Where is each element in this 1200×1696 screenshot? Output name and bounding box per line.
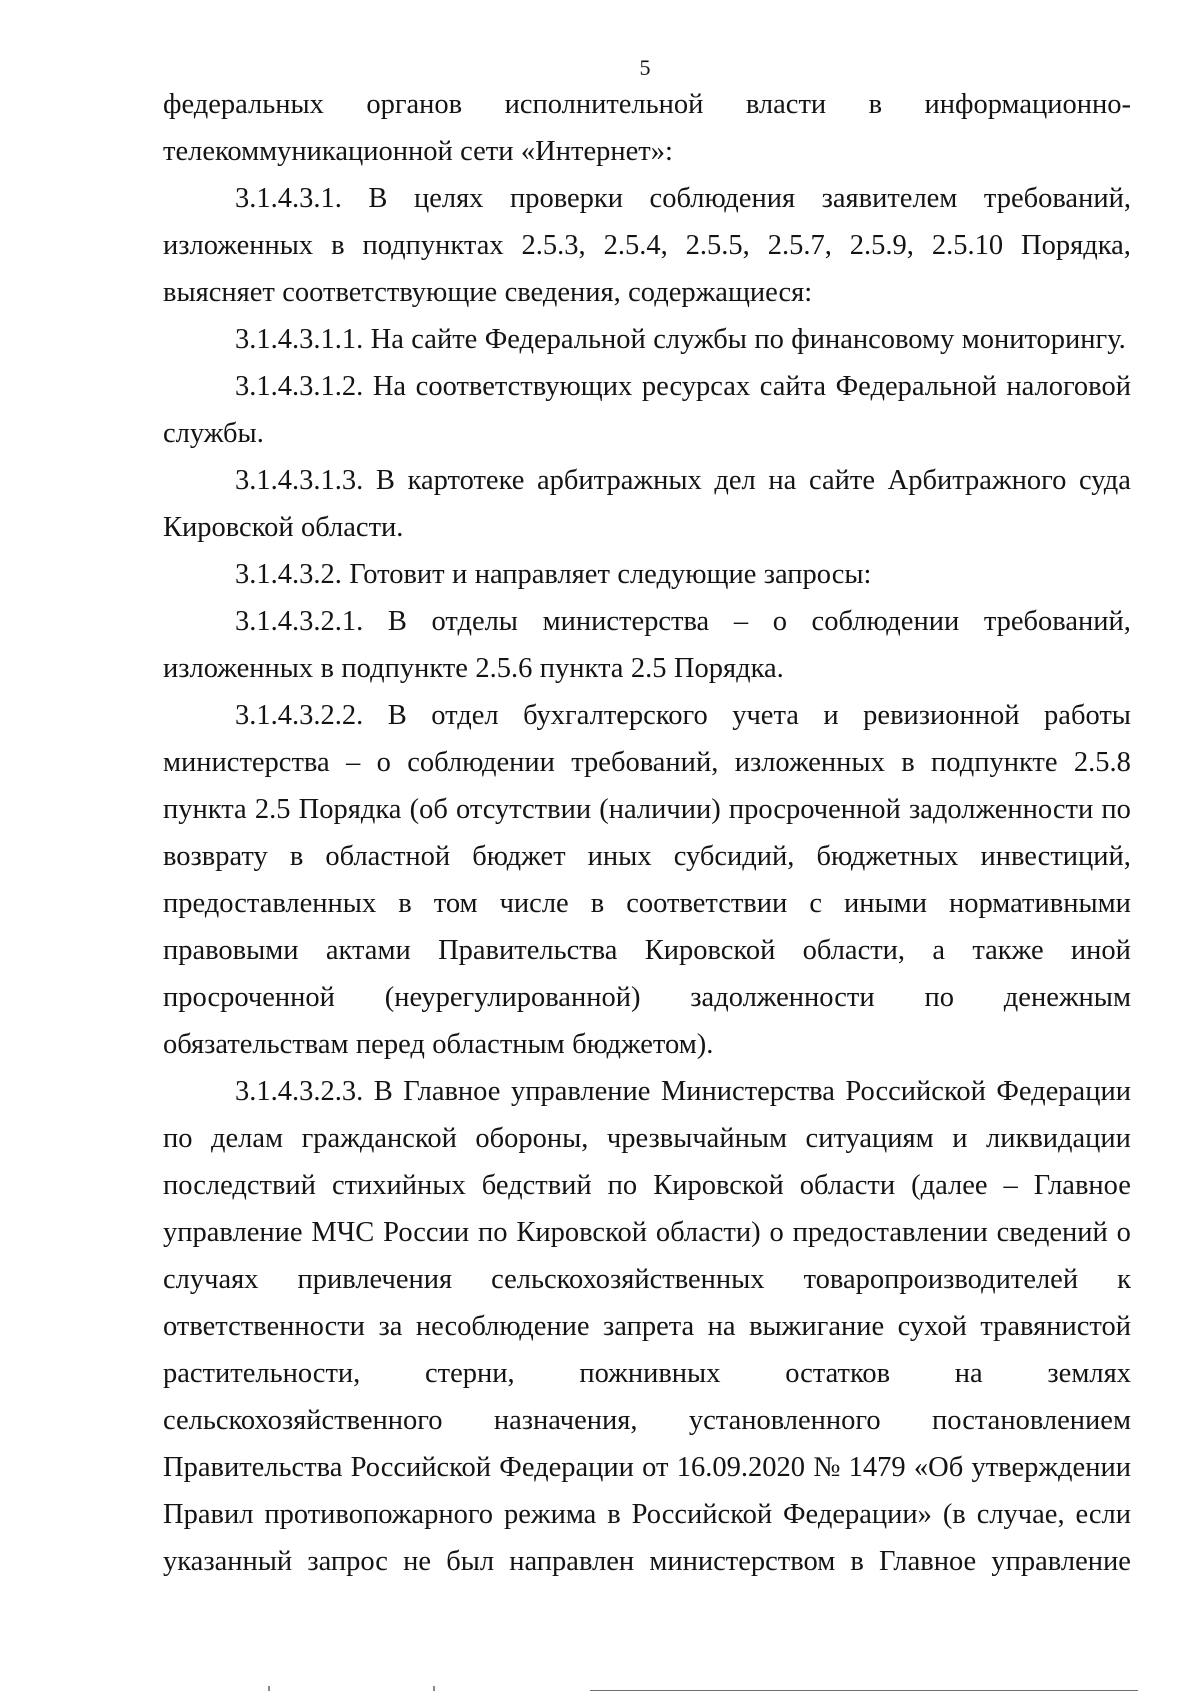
word: бухгалтерского [523,700,708,731]
word: – [346,747,361,778]
word: Правительства [438,935,618,966]
word: в [868,89,883,120]
word: Федерации [996,1076,1131,1107]
word: налоговой [1006,371,1131,402]
word: Министерства [660,1076,835,1107]
text-line [163,645,1131,692]
word: направляет [474,559,610,590]
word: если [1075,1499,1131,1530]
word: и [952,1123,968,1154]
word: пожнивных [579,1358,721,1389]
word: 3.1.4.3.2.2. [235,700,364,731]
word: в [289,841,304,872]
word: Порядка, [1021,230,1131,261]
word: Федерации» [783,1499,932,1530]
word: сайта [759,371,827,402]
word: в [607,1499,621,1530]
word: подпунктах [362,230,504,261]
word: 2.5.9, [849,230,914,261]
paragraph [163,692,1131,1068]
word: том [433,888,478,919]
word: выясняет [163,277,275,308]
word: в [901,747,915,778]
text-line [163,128,1131,175]
word: 2.5.4, [603,230,668,261]
word: управление [991,1546,1131,1577]
word: соответствующие [282,277,498,308]
word: нормативными [948,888,1131,919]
word: числе [499,888,569,919]
paragraph [163,457,1131,551]
word: 3.1.4.3.2. [235,559,342,590]
word: министерства [542,606,710,637]
word: Порядка. [673,653,784,684]
word: В [375,465,395,496]
word: утверждении [971,1452,1131,1483]
word: 2.5.10 [931,230,1004,261]
text-line [163,504,1131,551]
word: по [477,1217,508,1248]
text-line [163,833,1131,880]
word: в [590,888,605,919]
word: требований, [983,606,1131,637]
word: 3.1.4.3.1.3. [235,465,364,496]
text-line [163,1068,1131,1115]
word: указанный [163,1546,293,1577]
word: а [932,935,946,966]
word: актами [325,935,411,966]
word: 2.5.3, [521,230,586,261]
word: отдел [431,700,499,731]
word: (наличии) [599,794,721,825]
word: стихийных [331,1170,466,1201]
text-line [163,786,1131,833]
word: ревизионной [863,700,1020,731]
word: На [372,371,407,402]
word: 2.5.8 [1073,747,1131,778]
text-line [163,739,1131,786]
word: мониторингу. [961,324,1126,355]
word: 3.1.4.3.1. [235,183,342,214]
text-line [163,1209,1131,1256]
word: – [1003,1170,1018,1201]
word: инвестиций, [980,841,1131,872]
word: бюджетом). [572,1029,714,1060]
word: – [733,606,749,637]
word: 16.09.2020 [676,1452,805,1483]
word: изложенных [734,747,885,778]
word: 2.5.5, [685,230,750,261]
word: от [642,1452,669,1483]
word: Федеральной [484,324,646,355]
text-line [163,1021,1131,1068]
word: иными [844,888,927,919]
word: обороны, [475,1123,589,1154]
page-number: 5 [639,55,651,80]
word: требований, [571,747,719,778]
text-line [163,222,1131,269]
word: иной [1070,935,1131,966]
paragraph [163,598,1131,692]
word: (об [409,794,448,825]
text-line [163,457,1131,504]
word: товаропроизводителей [803,1264,1079,1295]
word: 3.1.4.3.2.1. [235,606,364,637]
word: стерни, [425,1358,515,1389]
word: 2.5.6 [475,653,533,684]
word: растительности, [163,1358,361,1389]
word: органов [366,89,463,120]
word: Правил [163,1499,254,1530]
word: содержащиеся: [628,277,813,308]
word: 2.5 [254,794,291,825]
word: учета [732,700,799,731]
word: службы. [163,418,264,449]
text-line [163,598,1131,645]
word: 1479 [848,1452,906,1483]
word: травянистой [980,1311,1131,1342]
word: ситуациям [805,1123,934,1154]
text-line [163,692,1131,739]
word: подпункте [341,653,468,684]
text-line [163,1303,1131,1350]
word: изложенных [163,230,314,261]
word: суда [1079,465,1131,496]
word: подпункте [931,747,1058,778]
word: гражданской [301,1123,457,1154]
word: сухой [897,1311,967,1342]
word: В [387,700,407,731]
text-line [163,1538,1131,1585]
text-line [163,316,1131,363]
word: На [370,324,404,355]
word: бюджетных [816,841,959,872]
word: ответственности [163,1311,365,1342]
text-line [163,363,1131,410]
word: требований, [983,183,1131,214]
word: министерства [163,747,330,778]
word: о [1116,1217,1131,1248]
text-line [163,1256,1131,1303]
word: просроченной [163,982,335,1013]
word: картотеке [407,465,525,496]
paragraph [163,363,1131,457]
word: телекоммуникационной [163,136,453,167]
text-line [163,1397,1131,1444]
word: Главное [1033,1170,1131,1201]
word: сельскохозяйственных [491,1264,765,1295]
word: денежным [1003,982,1131,1013]
word: Порядка [298,794,402,825]
word: за [378,1311,403,1342]
word: о [772,606,787,637]
word: 3.1.4.3.2.3. [235,1076,364,1107]
word: о [769,1217,784,1248]
word: министерством [649,1546,836,1577]
word: управление [163,1217,303,1248]
word: соответствующих [415,371,633,402]
word: делам [211,1123,284,1154]
word: противопожарного [264,1499,494,1530]
word: 3.1.4.3.1.2. [235,371,364,402]
word: постановлением [932,1405,1131,1436]
text-line [163,269,1131,316]
word: Правительства [163,1452,343,1483]
word: сведения, [504,277,621,308]
text-line [163,551,1131,598]
word: Главное [403,1076,501,1107]
word: ликвидации [986,1123,1131,1154]
word: по [1101,794,1131,825]
word: Арбитражного [887,465,1067,496]
word: 3.1.4.3.1.1. [235,324,364,355]
text-line [163,927,1131,974]
word: остатков [785,1358,891,1389]
word: заявителем [821,183,958,214]
word: запрета [603,1311,695,1342]
word: просроченной [728,794,901,825]
word: отсутствии [456,794,592,825]
word: бюджет [472,841,566,872]
word: 2.5.7, [767,230,832,261]
word: последствий [163,1170,316,1201]
word: областной [325,841,451,872]
word: сайте [411,324,478,355]
paragraph [163,175,1131,316]
word: 2.5 [630,653,667,684]
word: соответствии [626,888,788,919]
text-line [163,1115,1131,1162]
text-line [163,880,1131,927]
word: сведений [996,1217,1108,1248]
word: Федерации [499,1452,634,1483]
word: запросы: [763,559,872,590]
word: случаях [163,1264,259,1295]
text-line [163,1491,1131,1538]
word: информационно- [924,89,1131,120]
word: субсидий, [673,841,795,872]
text-line [163,1350,1131,1397]
word: в [331,230,345,261]
word: управление [510,1076,651,1107]
word: не [403,1546,432,1577]
word: землях [1047,1358,1131,1389]
document-body [163,81,1131,1585]
word: предоставленных [163,888,377,919]
word: (в [942,1499,966,1530]
word: сайте [808,465,875,496]
text-line [163,1162,1131,1209]
word: с [809,888,822,919]
word: Федеральной [835,371,997,402]
word: Кировской [644,935,776,966]
word: режима [503,1499,597,1530]
word: В [387,606,407,637]
word: по [607,1170,638,1201]
word: области [799,1170,896,1201]
word: Российской [845,1076,986,1107]
text-line [163,175,1131,222]
word: был [446,1546,495,1577]
word: ресурсах [641,371,751,402]
word: и [452,559,468,590]
word: Главное [879,1546,977,1577]
text-line [163,81,1131,128]
word: к [1117,1264,1131,1295]
word: сети [460,136,514,167]
word: «Об [913,1452,964,1483]
word: установленного [688,1405,881,1436]
word: сельскохозяйственного [163,1405,443,1436]
text-line [163,974,1131,1021]
word: областным [432,1029,565,1060]
word: обязательствам [163,1029,349,1060]
word: предоставлении [792,1217,988,1248]
word: привлечения [297,1264,453,1295]
word: по [924,982,954,1013]
word: задолженности [908,794,1094,825]
word: В [373,1076,393,1107]
word: № [813,1452,841,1483]
word: правовыми [163,935,299,966]
word: (неурегулированной) [384,982,641,1013]
word: дел [714,465,756,496]
word: Российской [631,1499,773,1530]
paragraph [163,1068,1131,1585]
word: исполнительной [504,89,704,120]
word: арбитражных [537,465,702,496]
word: чрезвычайным [606,1123,788,1154]
word: на [954,1358,983,1389]
word: в [850,1546,864,1577]
word: Кировской [163,512,294,543]
word: изложенных [163,653,314,684]
word: иных [587,841,652,872]
word: МЧС [311,1217,375,1248]
word: пункта [539,653,624,684]
word: целях [413,183,484,214]
word: федеральных [163,89,324,120]
word: направлен [509,1546,635,1577]
word: о [376,747,391,778]
paragraph [163,551,1131,598]
word: проверки [509,183,624,214]
word: отделы [431,606,518,637]
word: области, [802,935,906,966]
paragraph [163,316,1131,363]
word: соблюдения [649,183,796,214]
word: пункта [163,794,247,825]
word: власти [745,89,827,120]
word: назначения, [493,1405,638,1436]
word: по [754,324,784,355]
word: выжигание [749,1311,885,1342]
word: соблюдении [407,747,555,778]
word: в [320,653,335,684]
word: и [823,700,839,731]
word: области. [301,512,404,543]
word: по [163,1123,193,1154]
word: следующие [617,559,757,590]
word: на [707,1311,736,1342]
word: службы [653,324,747,355]
word: запрос [307,1546,388,1577]
word: Кировской [516,1217,647,1248]
word: соблюдении [811,606,960,637]
text-line [163,410,1131,457]
word: в [398,888,412,919]
word: России [383,1217,470,1248]
word: несоблюдение [415,1311,590,1342]
word: «Интернет»: [520,136,673,167]
word: случае, [976,1499,1065,1530]
text-line [163,1444,1131,1491]
word: задолженности [690,982,875,1013]
word: перед [355,1029,425,1060]
word: также [972,935,1044,966]
word: области) [655,1217,761,1248]
word: финансовому [791,324,955,355]
word: Кировской [653,1170,784,1201]
word: на [768,465,797,496]
word: Российской [350,1452,492,1483]
word: работы [1044,700,1131,731]
word: (далее [911,1170,988,1201]
scan-mark [433,1686,435,1691]
paragraph [163,81,1131,175]
word: Готовит [349,559,445,590]
word: бедствий [481,1170,592,1201]
scan-mark [268,1686,270,1691]
word: В [368,183,388,214]
scan-bottom-edge [590,1690,1138,1691]
word: возврату [163,841,268,872]
